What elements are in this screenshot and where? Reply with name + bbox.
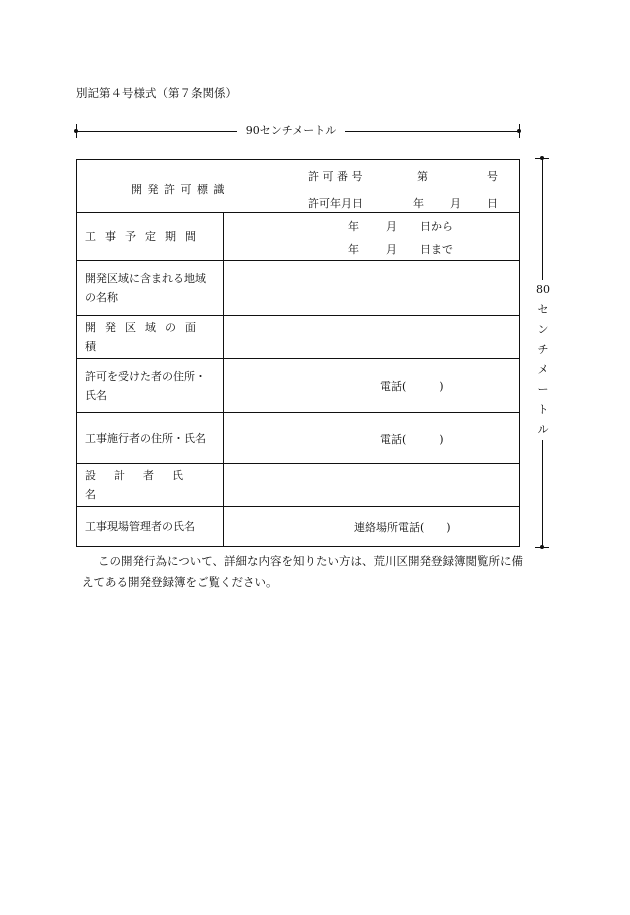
development-permit-sign-form [76,159,520,547]
period-start-year: 年 [348,220,359,233]
form-number-heading: 別記第４号様式（第７条関係） [76,86,237,100]
period-start-month: 月 [386,220,397,233]
permit-number-suffix: 号 [487,170,498,183]
height-dimension-label [532,280,554,440]
height-dimension-char: セ [537,303,549,316]
height-dimension-char: ン [537,323,549,336]
permittee-value [224,359,519,412]
height-dimension-number: 80 [536,283,550,296]
permittee-row [77,359,519,413]
width-dimension-label: 90センチメートル [237,124,345,138]
permit-date-month: 月 [450,197,461,210]
period-end-day: 日まで [420,243,453,256]
permit-date-year: 年 [413,197,424,210]
width-dimension-right-dot [517,129,521,133]
site-manager-label: 工事現場管理者の氏名 [77,507,224,546]
designer-label: 設計者氏名 [77,464,224,506]
construction-period-value [224,213,519,260]
footer-note: この開発行為について、詳細な内容を知りたい方は、荒川区開発登録簿閲覧所に備えてある開発登録簿をご覧ください。 [82,554,524,589]
site-manager-row [77,507,519,546]
title-row [77,160,519,213]
height-dimension-bottom-dot [540,545,544,549]
permittee-phone: 電話( ) [380,380,444,393]
permit-number-prefix: 第 [417,170,428,183]
width-dimension-left-dot [74,129,78,133]
area-name-label: 開発区域に含まれる地域の名称 [77,261,224,315]
site-manager-value [224,507,519,546]
area-size-label: 開発区域の面積 [77,316,224,358]
area-size-row [77,316,519,359]
height-dimension-top-dot [540,156,544,160]
area-name-value [224,261,519,315]
height-dimension-char: ル [537,423,549,436]
contractor-label: 工事施行者の住所・氏名 [77,413,224,463]
construction-period-label: 工事予定期間 [77,213,224,260]
height-dimension-char: ト [537,403,549,416]
area-name-row [77,261,519,316]
construction-period-row [77,213,519,261]
height-dimension-char: ー [537,383,549,396]
permit-number-label: 許 可 番 号 [308,170,363,183]
permit-date-label: 許可年月日 [308,197,363,210]
area-size-value [224,316,519,358]
period-end-month: 月 [386,243,397,256]
contractor-value [224,413,519,463]
designer-row [77,464,519,507]
permittee-label: 許可を受けた者の住所・氏名 [77,359,224,412]
height-dimension-char: メ [537,363,549,376]
site-manager-phone: 連絡場所電話( ) [354,521,451,534]
contractor-phone: 電話( ) [380,433,444,446]
permit-date-day: 日 [487,197,498,210]
period-start-day: 日から [420,220,453,233]
height-dimension-char: チ [537,343,549,356]
period-end-year: 年 [348,243,359,256]
contractor-row [77,413,519,464]
designer-value [224,464,519,506]
form-title: 開 発 許 可 標 識 [131,183,226,196]
